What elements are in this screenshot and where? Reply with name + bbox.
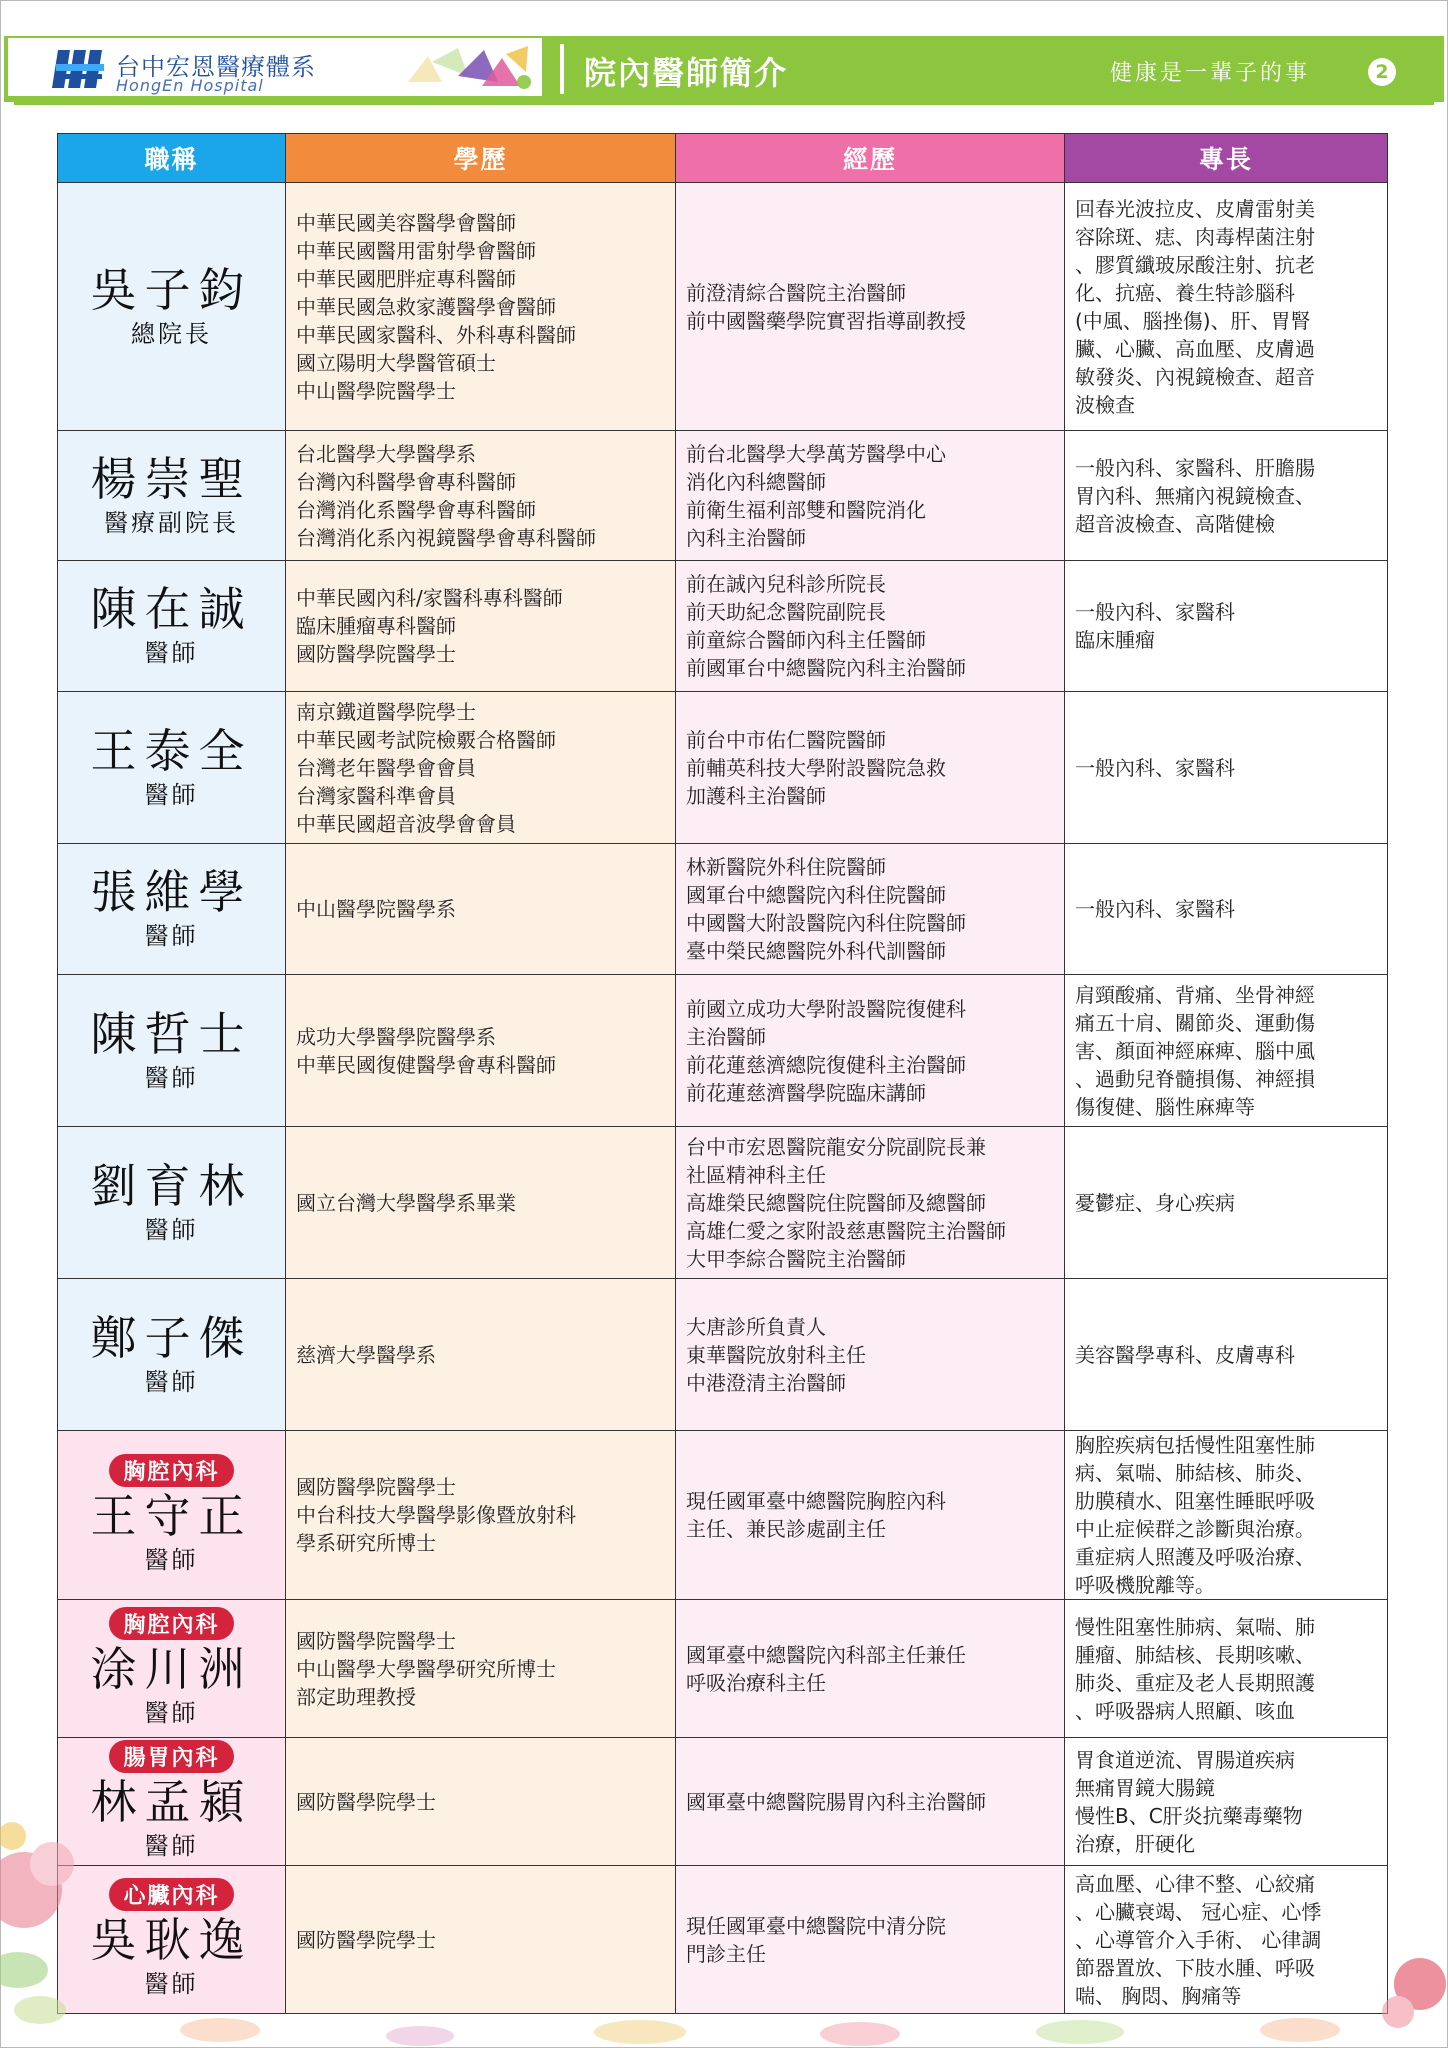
education-line: 中山醫學院醫學士 (296, 378, 456, 403)
department-badge: 心臟內科 (109, 1878, 233, 1911)
experience-line: 中港澄清主治醫師 (686, 1370, 846, 1395)
department-badge: 胸腔內科 (109, 1454, 233, 1487)
specialty-line: 一般內科、家醫科、肝膽腸 (1075, 455, 1315, 480)
education-line: 南京鐵道醫學院學士 (296, 699, 476, 724)
specialty-line: 無痛胃鏡大腸鏡 (1075, 1775, 1215, 1800)
experience-line: 高雄榮民總醫院住院醫師及總醫師 (686, 1190, 986, 1215)
experience-line: 主治醫師 (686, 1024, 766, 1049)
table-row (58, 1600, 1388, 1738)
education-line: 成功大學醫學院醫學系 (296, 1024, 496, 1049)
experience-line: 高雄仁愛之家附設慈惠醫院主治醫師 (686, 1218, 1006, 1243)
experience-line: 臺中榮民總醫院外科代訓醫師 (686, 939, 946, 963)
doctor-title-cell (58, 1431, 286, 1600)
header-education: 學歷 (286, 134, 676, 183)
specialty-line: 、心導管介入手術、 心律調 (1075, 1927, 1322, 1952)
experience-cell (676, 431, 1065, 561)
specialty-line: 美容醫學專科、皮膚專科 (1075, 1342, 1295, 1367)
logo-english-name: HongEn Hospital (116, 76, 264, 95)
specialty-line: 、膠質纖玻尿酸注射、抗老 (1075, 252, 1315, 277)
education-line: 中華民國超音波學會會員 (296, 811, 516, 836)
doctor-title-cell (58, 1600, 286, 1738)
doctor-role: 醫師 (144, 1699, 199, 1727)
specialty-cell (1065, 844, 1388, 975)
education-cell (286, 183, 676, 431)
experience-line: 前輔英科技大學附設醫院急救 (686, 755, 946, 780)
doctor-name: 吳子鈞 (90, 262, 253, 317)
slogan: 健康是一輩子的事 (1110, 61, 1311, 86)
experience-line: 大唐診所負責人 (686, 1314, 826, 1339)
specialty-line: 一般內科、家醫科 (1075, 600, 1235, 624)
specialty-line: 胃食道逆流、胃腸道疾病 (1075, 1747, 1295, 1772)
experience-line: 前國立成功大學附設醫院復健科 (686, 996, 966, 1021)
doctor-title-cell (58, 1279, 286, 1431)
experience-line: 台中市宏恩醫院龍安分院副院長兼 (686, 1134, 986, 1159)
doctor-role: 醫師 (144, 1832, 199, 1860)
doctor-name: 鄭子傑 (90, 1310, 253, 1365)
header-experience: 經歷 (676, 134, 1065, 183)
doctor-role: 醫師 (144, 639, 199, 667)
specialty-line: 肋膜積水、阻塞性睡眠呼吸 (1075, 1489, 1315, 1513)
experience-line: 主任、兼民診處副主任 (686, 1517, 886, 1541)
education-cell (286, 692, 676, 844)
experience-line: 前衛生福利部雙和醫院消化 (686, 497, 926, 522)
education-line: 中山醫學院醫學系 (296, 897, 456, 921)
experience-line: 前台北醫學大學萬芳醫學中心 (686, 441, 946, 466)
table-row (58, 1279, 1388, 1431)
specialty-line: 高血壓、心律不整、心絞痛 (1075, 1871, 1315, 1896)
department-badge: 腸胃內科 (109, 1740, 233, 1773)
specialty-line: 痛五十肩、關節炎、運動傷 (1075, 1010, 1315, 1035)
specialty-cell (1065, 975, 1388, 1127)
education-line: 台灣消化系內視鏡醫學會專科醫師 (296, 525, 596, 550)
experience-cell (676, 1279, 1065, 1431)
experience-line: 前台中市佑仁醫院醫師 (686, 727, 886, 752)
doctor-role: 醫療副院長 (104, 508, 239, 537)
specialty-line: 傷復健、腦性麻痺等 (1075, 1094, 1255, 1119)
specialty-line: 超音波檢查、高階健檢 (1075, 511, 1275, 536)
education-cell (286, 1127, 676, 1279)
experience-cell (676, 1600, 1065, 1738)
specialty-line: 慢性B、C肝炎抗藥毒藥物 (1075, 1803, 1303, 1828)
specialty-line: 呼吸機脫離等。 (1075, 1573, 1215, 1597)
education-line: 中山醫學大學醫學研究所博士 (296, 1656, 556, 1681)
specialty-line: 喘、 胸悶、胸痛等 (1075, 1983, 1242, 2008)
education-line: 中華民國美容醫學會醫師 (296, 210, 516, 235)
doctor-title-cell (58, 183, 286, 431)
experience-cell (676, 975, 1065, 1127)
doctor-name: 陳在誠 (90, 582, 253, 636)
specialty-cell (1065, 431, 1388, 561)
experience-line: 國軍臺中總醫院內科部主任兼任 (686, 1642, 966, 1667)
education-line: 部定助理教授 (296, 1684, 416, 1709)
education-cell (286, 1279, 676, 1431)
specialty-cell (1065, 1127, 1388, 1279)
table-header-row (58, 134, 1388, 183)
education-line: 中華民國考試院檢覈合格醫師 (296, 727, 556, 752)
specialty-line: 回春光波拉皮、皮膚雷射美 (1075, 196, 1315, 221)
experience-line: 加護科主治醫師 (686, 783, 826, 808)
education-line: 國防醫學院醫學士 (296, 1628, 456, 1653)
education-cell (286, 431, 676, 561)
table-row (58, 1127, 1388, 1279)
specialty-cell (1065, 1600, 1388, 1738)
experience-line: 門診主任 (686, 1941, 766, 1966)
decorative-shapes-icon (398, 42, 548, 96)
specialty-line: 肩頸酸痛、背痛、坐骨神經 (1075, 982, 1315, 1007)
education-line: 國立陽明大學醫管碩士 (296, 350, 496, 375)
education-cell (286, 1600, 676, 1738)
education-line: 台灣消化系醫學會專科醫師 (296, 497, 536, 522)
doctor-name: 張維學 (90, 865, 253, 919)
experience-line: 前花蓮慈濟總院復健科主治醫師 (686, 1052, 966, 1077)
education-cell (286, 1431, 676, 1600)
education-line: 國立台灣大學醫學系畢業 (296, 1190, 516, 1215)
doctor-name: 陳哲士 (90, 1006, 253, 1061)
table-row (58, 431, 1388, 561)
experience-cell (676, 1127, 1065, 1279)
experience-line: 現任國軍臺中總醫院胸腔內科 (686, 1489, 946, 1513)
education-line: 中華民國肥胖症專科醫師 (296, 266, 516, 291)
experience-line: 前花蓮慈濟醫學院臨床講師 (686, 1080, 926, 1105)
table-row (58, 183, 1388, 431)
specialty-line: 病、氣喘、肺結核、肺炎、 (1075, 1461, 1315, 1485)
doctor-title-cell (58, 1127, 286, 1279)
header-title: 職稱 (58, 134, 286, 183)
specialty-line: 、心臟衰竭、 冠心症、心悸 (1075, 1899, 1322, 1924)
doctor-name: 涂川洲 (90, 1642, 253, 1696)
education-line: 台北醫學大學醫學系 (296, 441, 476, 466)
header-rule (14, 102, 1434, 105)
doctor-name: 林孟潁 (90, 1775, 253, 1829)
specialty-line: (中風、腦挫傷)、肝、胃腎 (1075, 308, 1311, 333)
education-line: 台灣內科醫學會專科醫師 (296, 469, 516, 494)
specialty-line: 重症病人照護及呼吸治療、 (1075, 1545, 1315, 1569)
header-divider (560, 44, 564, 94)
specialty-cell (1065, 183, 1388, 431)
specialty-cell (1065, 1431, 1388, 1600)
specialty-line: 節器置放、下肢水腫、呼吸 (1075, 1955, 1315, 1980)
doctor-table (57, 133, 1388, 2014)
doctor-rows (58, 183, 1388, 2014)
education-line: 國防醫學院醫學士 (296, 1475, 456, 1499)
doctor-name: 吳耿逸 (90, 1913, 253, 1967)
education-cell (286, 844, 676, 975)
doctor-role: 醫師 (144, 1367, 199, 1396)
specialty-line: 腫瘤、肺結核、長期咳嗽、 (1075, 1642, 1315, 1667)
education-line: 中華民國急救家護醫學會醫師 (296, 294, 556, 319)
page-title: 院內醫師簡介 (584, 54, 789, 92)
table-row (58, 1431, 1388, 1600)
doctor-role: 醫師 (144, 1215, 199, 1244)
experience-line: 前天助紀念醫院副院長 (686, 600, 886, 624)
specialty-line: 容除斑、痣、肉毒桿菌注射 (1075, 224, 1315, 249)
doctor-role: 醫師 (144, 780, 199, 809)
experience-line: 國軍台中總醫院內科住院醫師 (686, 883, 946, 907)
education-line: 中華民國內科/家醫科專科醫師 (296, 586, 563, 610)
experience-line: 呼吸治療科主任 (686, 1670, 826, 1695)
doctor-title-cell (58, 561, 286, 692)
specialty-line: 治療，肝硬化 (1075, 1831, 1195, 1856)
education-line: 學系研究所博士 (296, 1531, 436, 1555)
experience-line: 前澄清綜合醫院主治醫師 (686, 280, 906, 305)
education-line: 中華民國醫用雷射學會醫師 (296, 238, 536, 263)
doctor-role: 醫師 (144, 1063, 199, 1092)
header-specialty: 專長 (1065, 134, 1388, 183)
table-row (58, 975, 1388, 1127)
doctor-role: 醫師 (144, 1970, 199, 1998)
education-cell (286, 975, 676, 1127)
specialty-line: 胃內科、無痛內視鏡檢查、 (1075, 483, 1315, 508)
logo-chinese-name: 台中宏恩醫療體系 (116, 53, 316, 81)
experience-line: 大甲李綜合醫院主治醫師 (686, 1246, 906, 1271)
specialty-line: 、呼吸器病人照顧、咳血 (1075, 1698, 1295, 1723)
doctor-title-cell (58, 844, 286, 975)
experience-cell (676, 561, 1065, 692)
page-header (4, 36, 1444, 102)
doctor-title-cell (58, 692, 286, 844)
specialty-line: 臨床腫瘤 (1075, 628, 1155, 652)
table-row (58, 844, 1388, 975)
specialty-line: 化、抗癌、養生特診腦科 (1075, 280, 1295, 305)
table-row (58, 561, 1388, 692)
specialty-line: 憂鬱症、身心疾病 (1075, 1190, 1235, 1215)
specialty-line: 敏發炎、內視鏡檢查、超音 (1075, 364, 1315, 389)
education-line: 國防醫學院醫學士 (296, 642, 456, 666)
hospital-logo (6, 36, 544, 98)
specialty-cell (1065, 692, 1388, 844)
specialty-line: 害、顏面神經麻痺、腦中風 (1075, 1038, 1315, 1063)
experience-cell (676, 183, 1065, 431)
education-cell (286, 561, 676, 692)
experience-cell (676, 1431, 1065, 1600)
specialty-line: 慢性阻塞性肺病、氣喘、肺 (1075, 1614, 1315, 1639)
doctor-name: 王守正 (90, 1488, 253, 1543)
experience-line: 東華醫院放射科主任 (686, 1342, 866, 1367)
doctor-role: 醫師 (144, 1545, 199, 1574)
specialty-line: 一般內科、家醫科 (1075, 897, 1235, 921)
experience-line: 社區精神科主任 (686, 1162, 826, 1187)
table-row (58, 692, 1388, 844)
specialty-line: 肺炎、重症及老人長期照護 (1075, 1670, 1315, 1695)
experience-line: 前國軍台中總醫院內科主治醫師 (686, 656, 966, 680)
education-line: 臨床腫瘤專科醫師 (296, 614, 456, 638)
doctor-role: 醫師 (144, 922, 199, 950)
experience-line: 前童綜合醫師內科主任醫師 (686, 628, 926, 652)
page-number-badge: 2 (1368, 58, 1396, 86)
experience-line: 國軍臺中總醫院腸胃內科主治醫師 (686, 1789, 986, 1814)
education-line: 中華民國家醫科、外科專科醫師 (296, 322, 576, 347)
department-badge: 胸腔內科 (109, 1607, 233, 1640)
education-line: 國防醫學院學士 (296, 1927, 436, 1952)
doctor-name: 劉育林 (90, 1158, 253, 1213)
experience-line: 中國醫大附設醫院內科住院醫師 (686, 911, 966, 935)
experience-line: 現任國軍臺中總醫院中清分院 (686, 1913, 946, 1938)
specialty-cell (1065, 561, 1388, 692)
experience-line: 內科主治醫師 (686, 525, 806, 550)
specialty-line: 中止症候群之診斷與治療。 (1075, 1517, 1315, 1541)
experience-cell (676, 692, 1065, 844)
specialty-cell (1065, 1279, 1388, 1431)
education-line: 台灣家醫科準會員 (296, 783, 456, 808)
experience-line: 前在誠內兒科診所院長 (686, 572, 886, 596)
doctor-role: 總院長 (131, 319, 212, 348)
education-line: 國防醫學院學士 (296, 1789, 436, 1814)
education-line: 中華民國復健醫學會專科醫師 (296, 1052, 556, 1077)
education-line: 慈濟大學醫學系 (296, 1342, 436, 1367)
specialty-line: 波檢查 (1075, 392, 1135, 417)
education-line: 台灣老年醫學會會員 (296, 755, 476, 780)
experience-line: 消化內科總醫師 (686, 469, 826, 494)
specialty-line: 、過動兒脊髓損傷、神經損 (1075, 1066, 1315, 1091)
hongen-logo-icon (52, 46, 108, 92)
experience-cell (676, 844, 1065, 975)
doctor-name: 王泰全 (90, 723, 253, 778)
specialty-line: 胸腔疾病包括慢性阻塞性肺 (1075, 1433, 1315, 1457)
experience-line: 前中國醫藥學院實習指導副教授 (686, 308, 966, 333)
doctor-name: 楊崇聖 (90, 451, 253, 506)
doctor-title-cell (58, 975, 286, 1127)
floral-decoration (0, 1740, 1448, 2048)
doctor-title-cell (58, 431, 286, 561)
specialty-line: 一般內科、家醫科 (1075, 755, 1235, 780)
education-line: 中台科技大學醫學影像暨放射科 (296, 1503, 576, 1527)
specialty-line: 臟、心臟、高血壓、皮膚過 (1075, 336, 1315, 361)
experience-line: 林新醫院外科住院醫師 (686, 855, 886, 879)
